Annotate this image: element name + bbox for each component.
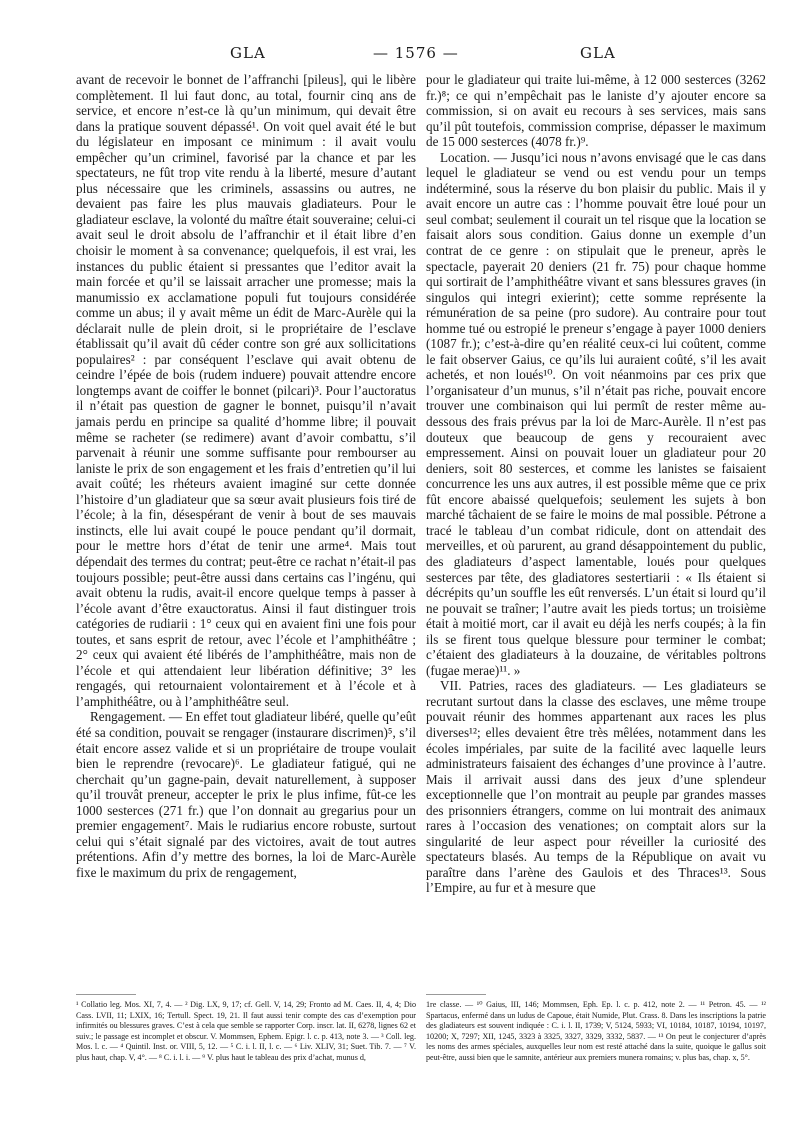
paragraph: avant de recevoir le bonnet de l’affranchi [pileus], qui le libère complètement. Il lui faut donc, au total, fournir cinq ans de service, et encore n’est-ce là qu’un minimum, qui devait être dans la pratique souvent dépassé¹. On voit quel avait été le but du législateur en imposant ce minimum : il avait voulu empêcher qu’un criminel, favorisé par la chance et par les spectateurs, ne fût trop vite rendu à la liberté, mesure d’autant plus nécessaire que les criminels, assassins ou autres, ne devaient pas faire les plus mauvais gladiateurs. Pour le gladiateur esclave, la volonté du maître était souveraine; celui-ci avait seul le droit absolu de l’affranchir et il était libre d’en choisir le moment à sa convenance; quelquefois, il est vrai, les instances du public étaient si pressantes que l’editor avait la main forcée et qu’il se laissait arracher une promesse; mais la manumissio ex acclamatione populi fut toujours considérée comme un abus; il y avait même un édit de Marc-Aurèle qui la déclarait nulle de plein droit, si le propriétaire de l’esclave établissait qu’il avait dû céder contre son gré aux sollicitations populaires² : par conséquent l’esclave qui avait obtenu de ceindre l’épée de bois (rudem induere) pouvait attendre encore longtemps avant de coiffer le bonnet (pilcari)³. Pour l’auctoratus il n’était pas question de gagner le bonnet, puisqu’il n’avait jamais perdu en principe sa qualité d’homme libre; il pouvait même se racheter (se redimere) avant d’avoir combattu, s’il parvenait à réunir une somme suffisante pour rembourser au laniste le prix de son engagement et les frais d’entretien qu’il lui avait coûté; les rhéteurs avaient imaginé sur cette donnée l’histoire d’un gladiateur que sa sœur avait plusieurs fois tiré de l’école; à la fin, désespérant de venir à bout de ses mauvais instincts, elle lui avait coupé le pouce pendant qu’il dormait, pour le mettre hors d’état de tenir une arme⁴. Mais tout dépendait des termes du contrat; peut-être ce rachat n’était-il pas toujours possible; peut-être aussi dans certains cas l’ingénu, qui avait obtenu la rudis, avait-il encore quelque temps à passer à l’école avant d’être exauctoratus. Ainsi il faut distinguer trois catégories de rudiarii : 1° ceux qui en avaient fini une fois pour toutes, et sans esprit de retour, avec l’école et l’amphithéâtre ; 2° ceux qui avaient été libérés de l’amphithéâtre, mais non de l’école et qui attendaient leur libération définitive; 3° les rengagés, qui retournaient volontairement et à l’école et à l’amphithéâtre, ou à l’amphithéâtre seul. [76, 72, 416, 709]
footnote-divider [76, 994, 136, 995]
footnote-divider [426, 994, 486, 995]
right-column [426, 72, 766, 896]
paragraph: Rengagement. — En effet tout gladiateur libéré, quelle qu’eût été sa condition, pouvait se rengager (instaurare discrimen)⁵, s’il était encore assez valide et si un propriétaire de troupe voulait bien le reprendre (revocare)⁶. Le gladiateur fatigué, qui ne cherchait qu’un gagne-pain, devait naturellement, à supposer qu’il trouvât preneur, accepter le prix le plus infime, fût-ce les 1000 sesterces (271 fr.) que l’on donnait au gregarius pour un premier engagement⁷. Mais le rudiarius encore robuste, surtout celui qui s’était signalé par des victoires, avait de tout autres prétentions. Afin d’y mettre des bornes, la loi de Marc-Aurèle fixe le maximum du prix de rengagement, [76, 709, 416, 880]
footnotes-left: ¹ Collatio leg. Mos. XI, 7, 4. — ² Dig. LX, 9, 17; cf. Gell. V, 14, 29; Fronto ad M. Caes. II, 4, 4; Dio Cass. LVII, 11; LXIX, 16; Tertull. Spect. 19, 21. Il faut aussi tenir compte des cas d’exemption pour infirmités ou blessures graves. C’est à cela que semble se rapporter Corp. inscr. lat. II, 6278, lignes 62 et suiv.; le passage est incomplet et obscur. V. Mommsen, Ephem. Epigr. l. c. p. 413, note 3. — ³ Coll. leg. Mos. l. c. — ⁴ Quintil. Inst. or. VIII, 5, 12. — ⁵ C. i. l. II, l. c. — ⁶ Liv. XLIV, 31; Suet. Tib. 7. — ⁷ V. plus haut, chap. V, 4°. — ⁸ C. i. l. i. — ⁹ V. plus haut le tableau des prix d’achat, munus d, [76, 1000, 416, 1062]
left-column [76, 72, 416, 880]
running-head-right: GLA [580, 44, 616, 62]
paragraph: VII. Patries, races des gladiateurs. — Les gladiateurs se recrutant surtout dans la classe des esclaves, une même troupe pouvait réunir des hommes appartenant aux races les plus diverses¹²; elles devaient être très mêlées, notamment dans les écoles impériales, par suite de la facilité avec laquelle leurs administrateurs faisaient des échanges d’une province à l’autre. Mais il arrivait aussi dans des jeux d’une splendeur exceptionnelle que l’on montrait au peuple par grandes masses des prisonniers étrangers, comme on lui montrait des animaux rares à l’occasion des venationes; on comptait alors sur la singularité de leur aspect pour réveiller la curiosité des spectateurs blasés. Au temps de la République on avait vu paraître dans l’arène des Gaulois et des Thraces¹³. Sous l’Empire, au fur et à mesure que [426, 678, 766, 896]
paragraph: Location. — Jusqu’ici nous n’avons envisagé que le cas dans lequel le gladiateur se vend ou est vendu pour un temps indéterminé, sous la réserve du bon plaisir du public. Mais il y avait encore un autre cas : l’homme pouvait être loué pour un seul combat; seulement il courait un tel risque que la location se faisait alors sous condition. Gaius donne un exemple d’un contrat de ce genre : on stipulait que le preneur, après le spectacle, payerait 20 deniers (21 fr. 75) pour chaque homme qui sortirait de l’amphithéâtre vivant et sans blessures graves (in singulos qui integri exierint); cette somme représente la rémunération de sa peine (pro sudore). Au contraire pour tout homme tué ou estropié le preneur s’engage à payer 1000 deniers (1087 fr.); c’est-à-dire qu’en réalité ceux-ci lui coûtent, comme le fait observer Gaius, ce qu’ils lui auraient coûté, s’il les avait achetés, et non loués¹⁰. On voit néanmoins par ces prix que l’organisateur d’un munus, s’il n’était pas riche, pouvait encore trouver une combinaison qui lui permît de rester même au-dessous des frais prévus par la loi de Marc-Aurèle. Il n’est pas douteux que beaucoup de gens y recouraient avec empressement. Ainsi on pouvait louer un gladiateur pour 20 deniers, soit 80 sesterces, et comme les lanistes se faisaient concurrence les uns aux autres, il est possible même que ce prix fût encore abaissé quelquefois; seulement les sujets à bon marché tâchaient de se faire le moins de mal possible. Pétrone a tracé le tableau d’un combat ridicule, dont on attendait des merveilles, et où parurent, au grand désappointement du public, des gladiateurs d’aspect lamentable, loués pour quelques sesterces par tête, des gladiatores sestertiarii : « Ils étaient si décrépits qu’un souffle les eût renversés. L’un était si lourd qu’il ne pouvait se traîner; l’autre avait les pieds tortus; un troisième était à moitié mort, car il avait eu déjà les nerfs coupés; à la fin ils se firent tous quelque blessure pour terminer le combat; c’étaient des gladiateurs à la douzaine, de véritables poltrons (fugae merae)¹¹. » [426, 149, 766, 678]
running-head-left: GLA [230, 44, 266, 62]
page-number: — 1576 — [373, 44, 459, 62]
footnotes-right: 1re classe. — ¹⁰ Gaius, III, 146; Mommsen, Eph. Ep. l. c. p. 412, note 2. — ¹¹ Petron. 45. — ¹² Spartacus, enfermé dans un ludus de Capoue, était Numide, Plut. Crass. 8. Dans les inscriptions la patrie des gladiateurs est souvent indiquée : C. i. l. II, 1739; V, 5124, 5933; VI, 10184, 10187, 10194, 10197, 10200; X, 7297; XII, 1245, 3323 à 3325, 3327, 3329, 3332, 5837. — ¹³ On peut le conjecturer d’après les noms des armes spéciales, auxquelles leur nom est resté attaché dans la suite, quoique le gallus soit peut-être, aussi bien que le samnite, antérieur aux premiers munera romains; v. plus bas, chap. x, 5°. [426, 1000, 766, 1062]
page-header [0, 44, 800, 66]
paragraph: pour le gladiateur qui traite lui-même, à 12 000 sesterces (3262 fr.)⁸; ce qui n’empêchait pas le laniste d’y ajouter encore sa commission, si on avait eu recours à ses services, mais sans qu’il pût toutefois, commission comprise, dépasser le maximum de 15 000 sesterces (4078 fr.)⁹. [426, 72, 766, 150]
